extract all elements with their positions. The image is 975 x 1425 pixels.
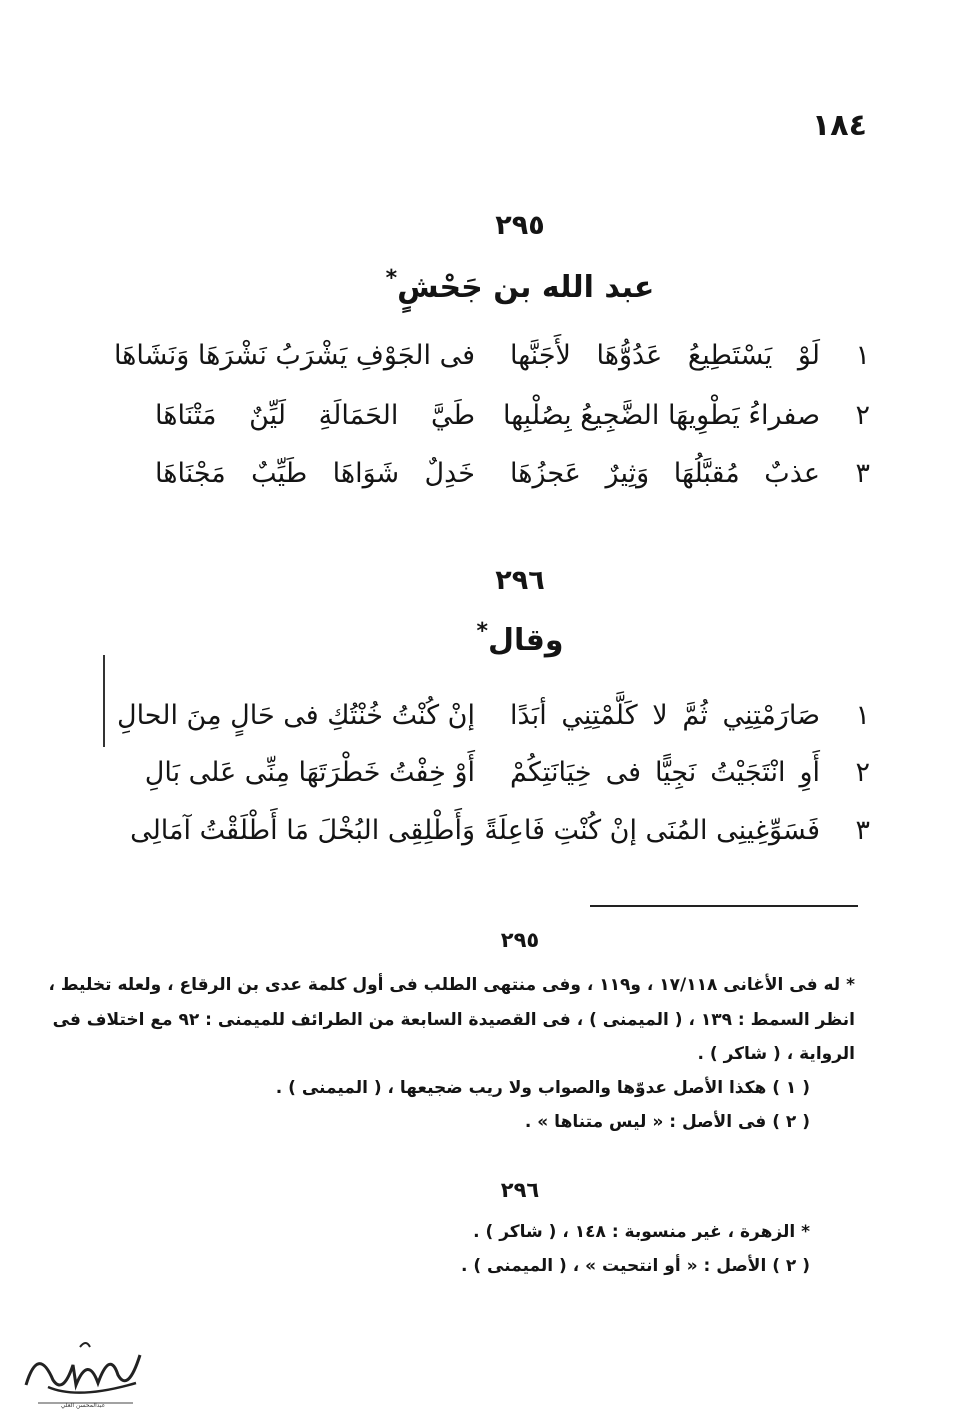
verse-line	[130, 815, 870, 863]
verse-first-hemistich: فَسَوِّغِينِى المُنَى إنْ كُنْتِ فَاعِلَةً	[484, 815, 820, 846]
verse-second-hemistich: إنْ كُنْتُ خُنْتُكِ فى حَالٍ مِنَ الحالِ	[116, 700, 475, 731]
verse-first-hemistich: أَوِ انْتَجَيْتُ نَجِيًّا فى خِيَانَتِكُمْ	[510, 757, 820, 788]
footnote-separator	[590, 905, 858, 907]
verse-line	[150, 458, 870, 506]
footnote-line: * الزهرة ، غير منسوبة : ١٤٨ ، ( شاكر ) .	[473, 1222, 810, 1242]
poem-title	[0, 619, 975, 658]
verse-line	[116, 700, 870, 748]
title-asterisk: *	[385, 266, 398, 291]
verse-second-hemistich: طَيَّ الحَمَالَةِ لَيِّنٌ مَتْنَاهَا	[155, 400, 475, 431]
footnote-line: ( ١ ) هكذا الأصل عدوّها والصواب ولا ريب ضجيعها ، ( الميمنى ) .	[275, 1078, 810, 1098]
verse-number: ٢	[855, 400, 870, 431]
poem-title	[0, 266, 975, 305]
verse-first-hemistich: عذبٌ مُقبَّلُهَا وَثِيرٌ عَجزُهَا	[510, 458, 820, 489]
footnote-line: الرواية ، ( شاكر ) .	[697, 1044, 855, 1064]
logo-subtext: عبدالمحسن العلي	[60, 1402, 106, 1409]
footnote-line: * له فى الأغانى ١٧/١١٨ ، و١١٩ ، وفى منتهى الطلب فى أول كلمة عدى بن الرقاع ، ولعله تخليط ،	[48, 975, 855, 995]
publisher-logo	[18, 1325, 148, 1410]
verse-second-hemistich: وَأَطْلِقِى البُخْلَ مَا أَطْلَقْتُ آمَالِى	[130, 815, 475, 846]
verse-number: ٣	[855, 458, 870, 489]
verse-first-hemistich: صفراءُ يَطْوِيهَا الضَّجِيعُ بِصُلْبِها	[503, 400, 820, 431]
poem-number: ٢٩٥	[495, 210, 545, 241]
verse-second-hemistich: خَدِلٌ شَوَاهَا طَيِّبٌ مَجْنَاهَا	[155, 458, 475, 489]
footnote-heading: ٢٩٥	[500, 928, 540, 952]
verse-number: ١	[855, 340, 870, 371]
verse-number: ١	[855, 700, 870, 731]
title-asterisk: *	[476, 619, 488, 644]
poem-title-text: وقال	[487, 623, 564, 658]
verse-line	[113, 340, 870, 388]
footnote-heading: ٢٩٦	[500, 1178, 540, 1202]
verse-line	[144, 757, 870, 805]
verse-number: ٣	[855, 815, 870, 846]
verse-second-hemistich: فى الجَوْفِ يَشْرَبُ نَشْرَهَا وَنَشَاهَا	[113, 340, 475, 371]
margin-mark	[103, 655, 105, 747]
page-number: ١٨٤	[812, 108, 867, 143]
verse-first-hemistich: لَوْ يَسْتَطِيعُ عَدُوُّهَا لأَجَنَّها	[510, 340, 820, 371]
poem-title-text: عبد الله بن جَحْشٍ	[397, 270, 655, 305]
footnote-line: ( ٢ ) فى الأصل : « ليس متناها » .	[524, 1112, 810, 1132]
poem-number: ٢٩٦	[495, 565, 545, 596]
verse-first-hemistich: صَارَمْتِنِي ثُمَّ لا كَلَّمْتِنِي أبَدًا	[510, 700, 820, 731]
verse-line	[150, 400, 870, 448]
footnote-line: ( ٢ ) الأصل : « أو انتحيت » ، ( الميمنى ) .	[460, 1256, 810, 1276]
footnote-line: انظر السمط : ١٣٩ ، ( الميمنى ) ، فى القصيدة السابعة من الطرائف للميمنى : ٩٢ مع اختلاف فى	[52, 1010, 855, 1030]
verse-number: ٢	[855, 757, 870, 788]
verse-second-hemistich: أَوْ خِفْتُ خَطْرَتَهَا مِنِّى عَلى بَالِ	[144, 757, 475, 788]
